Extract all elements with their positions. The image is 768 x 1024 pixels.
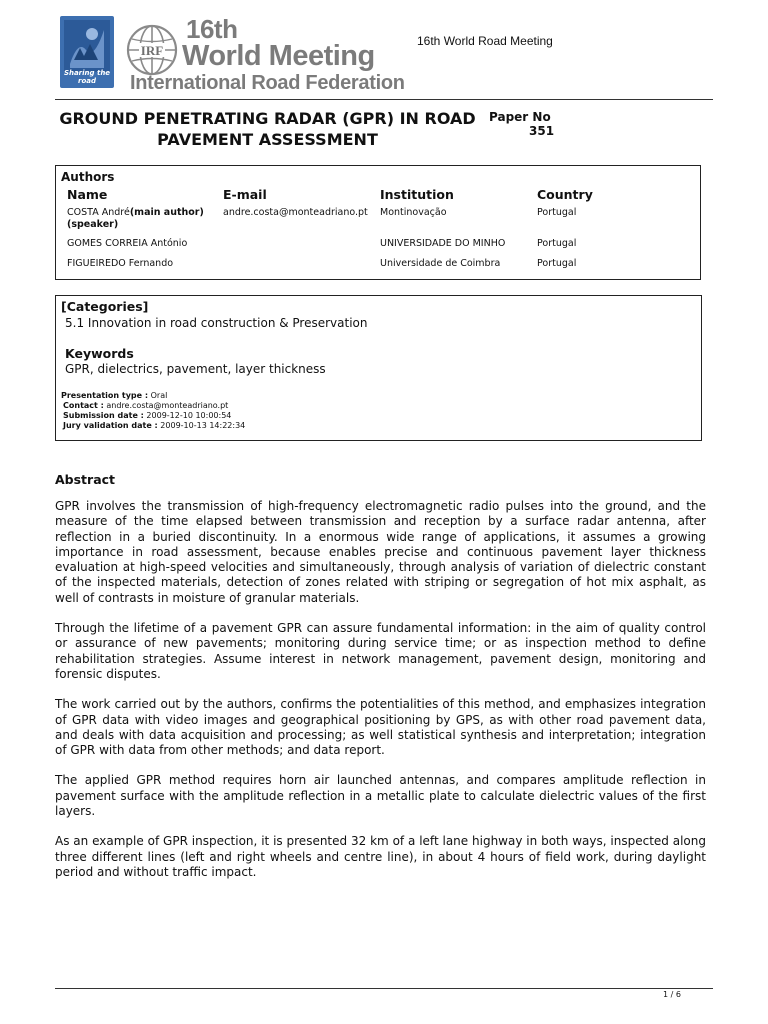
categories-title: [Categories] — [61, 299, 149, 314]
irf-globe-icon — [126, 24, 178, 76]
column-header-country: Country — [537, 187, 593, 202]
column-header-institution: Institution — [380, 187, 454, 202]
author-country: Portugal — [537, 207, 577, 218]
categories-box — [55, 295, 702, 441]
column-header-name: Name — [67, 187, 108, 202]
paper-title: GROUND PENETRATING RADAR (GPR) IN ROAD PAVEMENT ASSESSMENT — [59, 109, 476, 149]
abstract-title: Abstract — [55, 472, 116, 487]
author-role: (main author) (speaker) — [67, 207, 204, 230]
footer-divider — [55, 988, 713, 989]
category-value: 5.1 Innovation in road construction & Preservation — [65, 316, 368, 330]
abstract-paragraph: The work carried out by the authors, confirms the potentialities of this method, and emphasizes integration of GPR data with video images and geographical positioning by GPS, as with other road pavement data, and deals with data acquisition and processing; as well statistical synthesis and interpretation; integration of GPR with data from other methods; and data report. — [55, 697, 706, 758]
authors-box — [55, 165, 701, 280]
abstract-paragraph: The applied GPR method requires horn air launched antennas, and compares amplitude reflection in pavement surface with the amplitude reflection in a metallic plate to calculate dielectric values of the first layers. — [55, 773, 706, 819]
author-institution: UNIVERSIDADE DO MINHO — [380, 238, 506, 249]
meeting-name: 16th World Road Meeting — [417, 34, 553, 48]
lisboa-emblem-icon — [64, 20, 110, 72]
presentation-type: Presentation type : Oral — [61, 391, 168, 400]
submission-date: Submission date : 2009-12-10 10:00:54 — [63, 411, 232, 420]
abstract-paragraph: Through the lifetime of a pavement GPR can assure fundamental information: in the aim of quality control or assurance of new pavements; monitoring during service time; or as inspection method to define rehabilitation strategies. Assume interest in network management, pavement design, monitoring and forensic disputes. — [55, 621, 706, 681]
svg-text:IRF: IRF — [140, 43, 164, 58]
badge-caption: Sharing the road — [63, 69, 111, 85]
author-country: Portugal — [537, 258, 577, 269]
header-divider — [55, 99, 713, 100]
lisboa-2010-logo — [60, 16, 114, 88]
keywords-value: GPR, dielectrics, pavement, layer thickness — [65, 362, 326, 376]
author-name: COSTA André(main author) (speaker) — [67, 207, 204, 230]
author-institution: Universidade de Coimbra — [380, 258, 501, 269]
authors-title: Authors — [61, 170, 115, 184]
author-institution: Montinovação — [380, 207, 447, 218]
paper-no-value: 351 — [529, 124, 555, 138]
author-name: GOMES CORREIA António — [67, 238, 188, 249]
abstract-body — [55, 499, 706, 895]
contact: Contact : andre.costa@monteadriano.pt — [63, 401, 229, 410]
jury-validation-date: Jury validation date : 2009-10-13 14:22:34 — [63, 421, 246, 430]
logo-world-meeting: World Meeting — [182, 40, 375, 72]
paper-no-label: Paper No — [489, 110, 551, 124]
author-country: Portugal — [537, 238, 577, 249]
keywords-title: Keywords — [65, 346, 134, 361]
column-header-email: E-mail — [223, 187, 267, 202]
author-email[interactable]: andre.costa@monteadriano.pt — [223, 207, 368, 218]
logo-federation: International Road Federation — [130, 72, 405, 94]
contact-email[interactable]: andre.costa@monteadriano.pt — [106, 401, 229, 410]
logo-edition: 16th — [186, 14, 238, 44]
abstract-paragraph: GPR involves the transmission of high-frequency electromagnetic radio pulses into the ground, and the measure of the time elapsed between transmission and reception by a surface radar antenna, after reflection in a buried discontinuity. In a enormous wide range of applications, it assumes a growing importance in road assessment, because enables precise and continuous pavement layer thickness evaluation at high-speed velocities and simultaneously, through analysis of variation of dielectric constant of the inspected materials, detection of zones related with striping or segregation of hot mix asphalt, as well of contrasts in moisture of granular materials. — [55, 499, 706, 605]
page-number: 1 / 6 — [663, 990, 681, 999]
author-name: FIGUEIREDO Fernando — [67, 258, 174, 269]
abstract-paragraph: As an example of GPR inspection, it is presented 32 km of a left lane highway in both ways, inspected along three different lines (left and right wheels and centre line), in about 4 hours of field work, during daylight period and without traffic impact. — [55, 834, 706, 879]
